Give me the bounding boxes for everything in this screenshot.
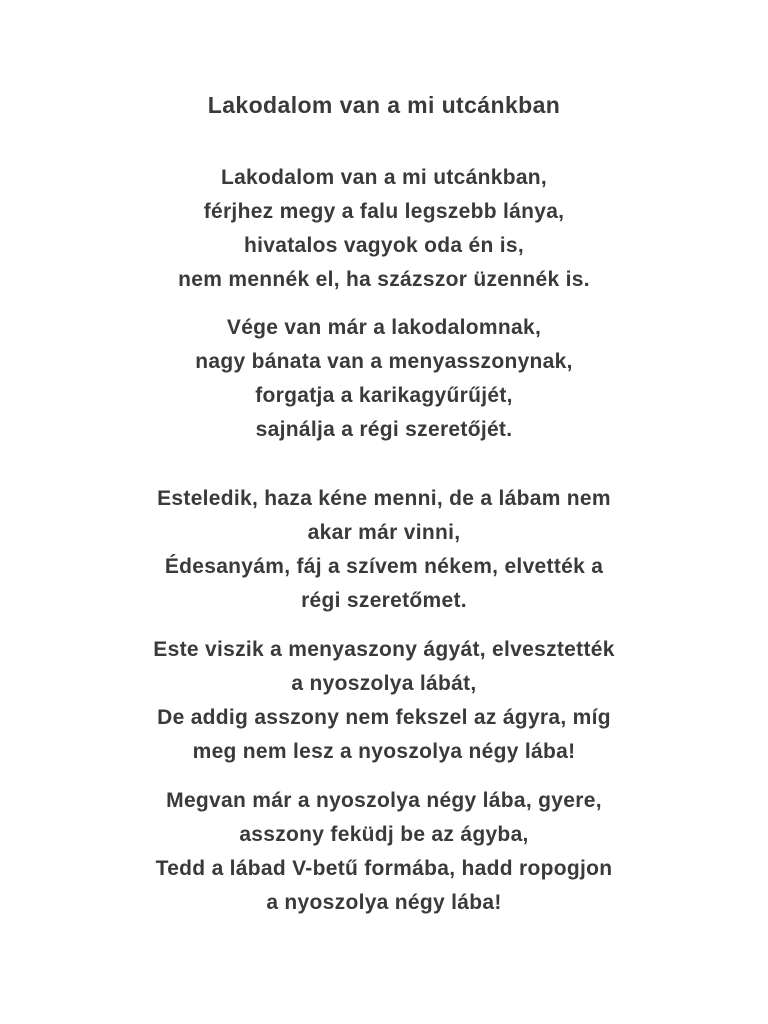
stanza-5 bbox=[60, 784, 708, 920]
stanza-line: Édesanyám, fáj a szívem nékem, elvették a bbox=[164, 555, 604, 578]
stanza-line: sajnálja a régi szeretőjét. bbox=[255, 418, 513, 441]
stanza-line: férjhez megy a falu legszebb lánya, bbox=[203, 200, 565, 223]
stanza-line: Vége van már a lakodalomnak, bbox=[226, 316, 542, 339]
stanza-1 bbox=[60, 161, 708, 297]
stanza-line: nagy bánata van a menyasszonynak, bbox=[195, 350, 573, 373]
stanza-line: hivatalos vagyok oda én is, bbox=[243, 234, 525, 257]
stanza-4 bbox=[60, 633, 708, 769]
stanza-line: asszony feküdj be az ágyba, bbox=[239, 823, 529, 846]
stanza-line: De addig asszony nem fekszel az ágyra, míg bbox=[157, 706, 611, 729]
stanza-line: a nyoszolya lábát, bbox=[291, 672, 477, 695]
stanza-line: Lakodalom van a mi utcánkban, bbox=[220, 166, 548, 189]
stanza-line: Tedd a lábad V-betű formába, hadd ropogjon bbox=[155, 857, 613, 880]
stanza-line: akar már vinni, bbox=[307, 521, 461, 544]
stanza-2 bbox=[60, 311, 708, 447]
stanza-line: nem mennék el, ha százszor üzennék is. bbox=[178, 268, 590, 291]
stanza-line: Esteledik, haza kéne menni, de a lábam nem bbox=[157, 487, 611, 510]
stanza-line: meg nem lesz a nyoszolya négy lába! bbox=[192, 740, 576, 763]
stanza-line: forgatja a karikagyűrűjét, bbox=[255, 384, 513, 407]
stanza-line: Megvan már a nyoszolya négy lába, gyere, bbox=[166, 789, 602, 812]
stanza-line: Este viszik a menyaszony ágyát, elvesztették bbox=[153, 638, 615, 661]
stanza-line: a nyoszolya négy lába! bbox=[266, 891, 502, 914]
stanza-line: régi szeretőmet. bbox=[301, 589, 467, 612]
document-title: Lakodalom van a mi utcánkban bbox=[207, 92, 561, 118]
stanza-3 bbox=[60, 482, 708, 618]
